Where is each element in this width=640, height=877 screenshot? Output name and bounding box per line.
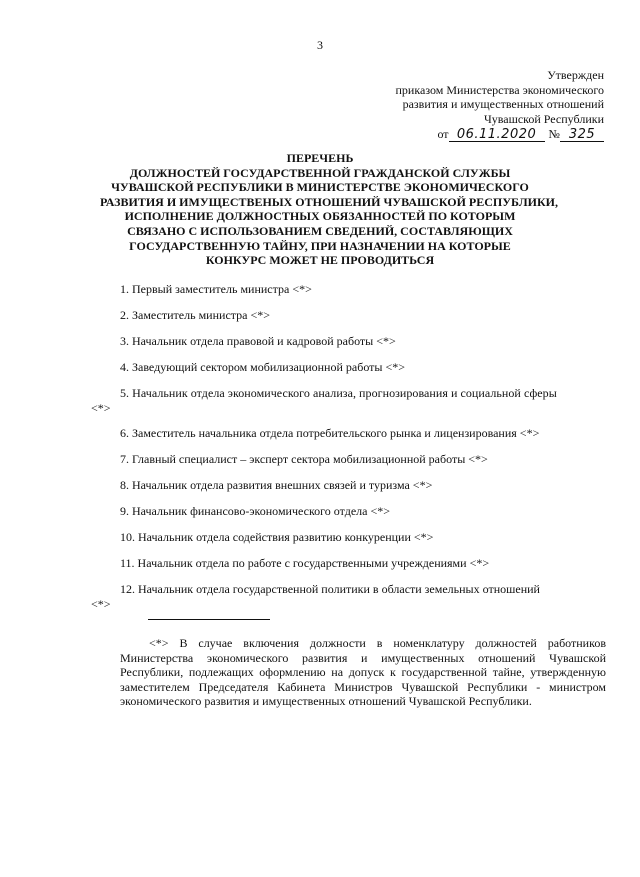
list-item-text: 7. Главный специалист – эксперт сектора мобилизационной работы <*> [120,452,488,466]
page-number: 3 [317,38,323,52]
footnote-line: экономического развития и имущественных отношений Чувашской Республики. [120,694,532,709]
list-item [120,478,432,493]
list-item-text: 1. Первый заместитель министра <*> [120,282,312,296]
list-item-text: 5. Начальник отдела экономического анализа, прогнозирования и социальной сферы [120,386,557,400]
approval-line: развития и имущественных отношений [402,97,604,111]
list-item-continuation: <*> [91,400,111,415]
list-item [120,530,433,545]
list-item-continuation: <*> [91,596,111,611]
list-item-text: 10. Начальник отдела содействия развитию конкуренции <*> [120,530,434,544]
title-line: ЧУВАШСКОЙ РЕСПУБЛИКИ В МИНИСТЕРСТВЕ ЭКОНОМИЧЕСКОГО [111,180,529,195]
footnote-line: заместителем Председателя Кабинета Министров Чувашской Республики - министром [120,679,606,694]
list-item-text: 11. Начальник отдела по работе с государственными учреждениями <*> [120,556,490,570]
list-item-text: 2. Заместитель министра <*> [120,308,271,322]
approval-line: приказом Министерства экономического [395,82,604,97]
date-prefix: от [437,127,449,141]
footnote-line: <*> В случае включения должности в номенклатуру должностей работников [149,636,606,650]
list-item [91,386,557,415]
title-line: ДОЛЖНОСТЕЙ ГОСУДАРСТВЕННОЙ ГРАЖДАНСКОЙ СЛУЖБЫ [129,165,511,180]
list-item [120,556,489,571]
approval-line: Утвержден [547,68,604,82]
list-item-text: 6. Заместитель начальника отдела потребительского рынка и лицензирования <*> [120,426,540,440]
approval-date-line [396,127,605,142]
footnote-line: Министерства экономического развития и имущественных отношений Чувашской [120,650,606,665]
title-line: СВЯЗАНО С ИСПОЛЬЗОВАНИЕМ СВЕДЕНИЙ, СОСТАВЛЯЮЩИХ [127,223,513,238]
title-line: КОНКУРС МОЖЕТ НЕ ПРОВОДИТЬСЯ [205,253,435,268]
title-line: РАЗВИТИЯ И ИМУЩЕСТВЕНЫХ ОТНОШЕНИЙ ЧУВАШСКОЙ РЕСПУБЛИКИ, [100,194,558,209]
handwritten-number: 325 [560,128,604,142]
approval-stamp [396,68,605,142]
approval-line: Чувашской Республики [483,111,604,126]
list-item [91,582,540,611]
list-item [120,360,405,375]
list-item [120,334,396,349]
footnote [120,636,606,709]
list-item-text: 4. Заведующий сектором мобилизационной работы <*> [120,360,405,374]
document-title [100,151,558,268]
list-item-text: 9. Начальник финансово-экономического отдела <*> [120,504,391,518]
list-item-text: 3. Начальник отдела правовой и кадровой работы <*> [120,334,396,348]
title-line: ИСПОЛНЕНИЕ ДОЛЖНОСТНЫХ ОБЯЗАННОСТЕЙ ПО КОТОРЫМ [124,209,516,224]
footnote-line: Республики, подлежащих оформлению на допуск к государственной тайне, утвержденную [120,665,606,680]
list-item [120,452,488,467]
list-item-text: 12. Начальник отдела государственной политики в области земельных отношений [120,582,540,596]
list-item [120,504,390,519]
list-item [120,308,270,323]
list-item-text: 8. Начальник отдела развития внешних связей и туризма <*> [120,478,433,492]
handwritten-date: 06.11.2020 [449,128,545,142]
number-sign: № [548,127,560,141]
list-item [120,426,539,441]
footnote-divider [148,619,270,620]
title-line: ПЕРЕЧЕНЬ [286,151,354,165]
list-item [120,282,312,297]
title-line: ГОСУДАРСТВЕННУЮ ТАЙНУ, ПРИ НАЗНАЧЕНИИ НА КОТОРЫЕ [129,238,511,253]
